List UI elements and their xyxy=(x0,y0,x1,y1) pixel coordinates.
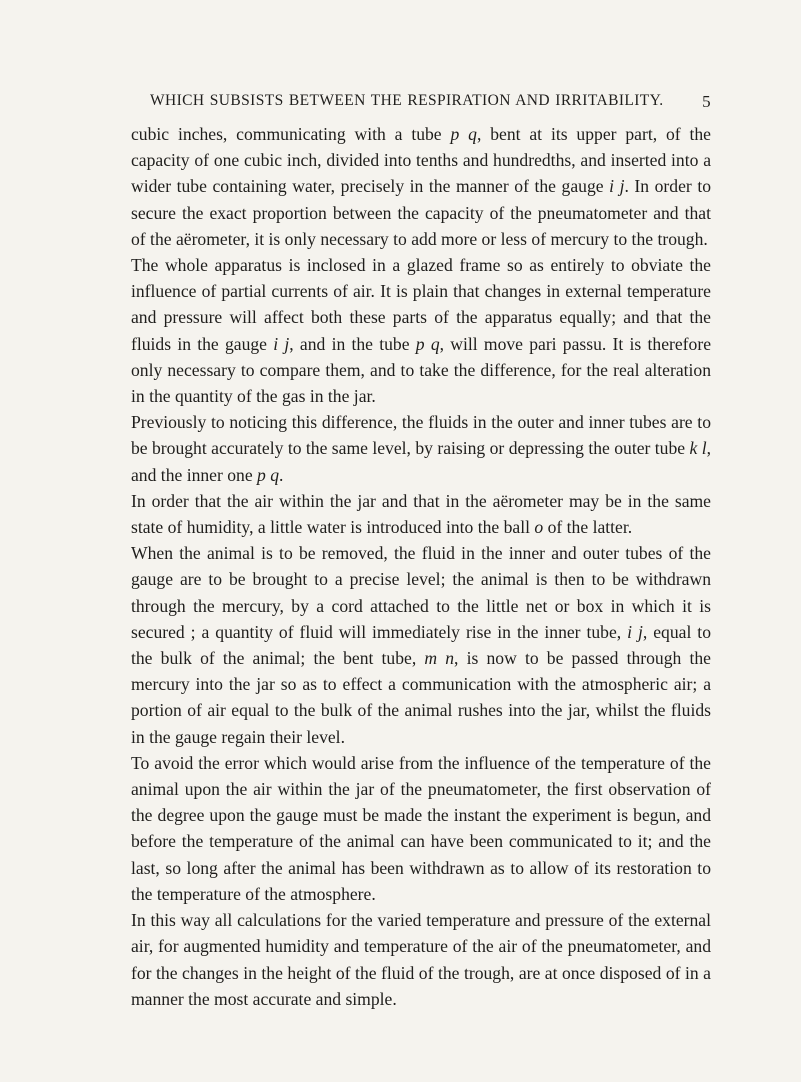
running-head-title: WHICH SUBSISTS BETWEEN THE RESPIRATION AND IRRITABILITY. xyxy=(150,92,664,109)
text-run: , bent at its upper part, of the capacity of one cubic inch, divided into tenths and hundredths, and inserted into a wider tube containing water, precisely in the manner of the gauge xyxy=(131,124,711,197)
text-run: The whole apparatus is inclosed in a glazed frame so as entirely to obviate the influence of partial currents of air. It is plain that changes in external temperature and pressure will affect both these parts of the apparatus equally; and that the fluids in the gauge xyxy=(131,255,711,354)
text-run: cubic inches, communicating with a tube xyxy=(131,124,451,144)
text-run: , and the inner one xyxy=(131,438,711,485)
paragraph xyxy=(131,409,711,488)
text-run: , will move pari passu. It is therefore only necessary to compare them, and to take the difference, for the real alteration in the quantity of the gas in the jar. xyxy=(131,333,712,407)
text-run: . xyxy=(279,464,284,485)
italic-symbol: p q xyxy=(415,333,440,354)
italic-symbol: i j xyxy=(627,621,643,642)
text-run: , is now to be passed through the mercury into the jar so as to effect a communication with the atmospheric air; a portion of air equal to the bulk of the animal rushes into the jar, whilst the fluids in the gauge regain their level. xyxy=(131,648,711,747)
paragraph xyxy=(131,750,711,907)
paragraph xyxy=(131,488,711,540)
italic-symbol: m n xyxy=(424,648,455,669)
paragraph xyxy=(131,252,711,409)
page-number: 5 xyxy=(702,92,711,111)
italic-symbol: o xyxy=(534,517,544,538)
text-run: In order that the air within the jar and that in the aërometer may be in the same state of humidity, a little water is introduced into the ball xyxy=(131,490,711,538)
paragraph xyxy=(131,540,711,750)
text-run: , equal to the bulk of the animal; the bent tube, xyxy=(131,621,711,669)
paragraph xyxy=(131,907,711,1012)
text-run: Previously to noticing this difference, the fluids in the outer and inner tubes are to be brought accurately to the same level, by raising or depressing the outer tube xyxy=(131,412,711,459)
text-run: , and in the tube xyxy=(289,333,416,354)
paragraph xyxy=(131,121,711,252)
text-run: When the animal is to be removed, the fluid in the inner and outer tubes of the gauge are to be brought to a precise level; the animal is then to be withdrawn through the mercury, by a cord attached to the little net or box in which it is secured ; a quantity of fluid will immediately rise in the inner tube, xyxy=(131,543,711,642)
body-text xyxy=(131,121,711,1012)
text-run: of the latter. xyxy=(543,517,633,538)
italic-symbol: p q xyxy=(257,464,280,485)
italic-symbol: k l xyxy=(689,438,707,459)
italic-symbol: i j xyxy=(273,333,290,354)
text-run: In this way all calculations for the varied temperature and pressure of the external air, for augmented humidity and temperature of the air of the pneumatometer, and for the changes in the height of the fluid of the trough, are at once disposed of in a manner the most accurate and simple. xyxy=(131,910,711,1009)
italic-symbol: i j xyxy=(609,176,625,197)
text-run: To avoid the error which would arise from the influence of the temperature of the animal upon the air within the jar of the pneumatometer, the first observation of the degree upon the gauge must be made the instant the experiment is begun, and before the temperature of the animal can have been communicated to it; and the last, so long after the animal has been withdrawn as to allow of its restoration to the temperature of the atmosphere. xyxy=(131,752,711,904)
italic-symbol: p q xyxy=(450,124,477,144)
text-run: . In order to secure the exact proportion between the capacity of the pneumatometer and that of the aërometer, it is only necessary to add more or less of mercury to the trough. xyxy=(131,176,712,249)
